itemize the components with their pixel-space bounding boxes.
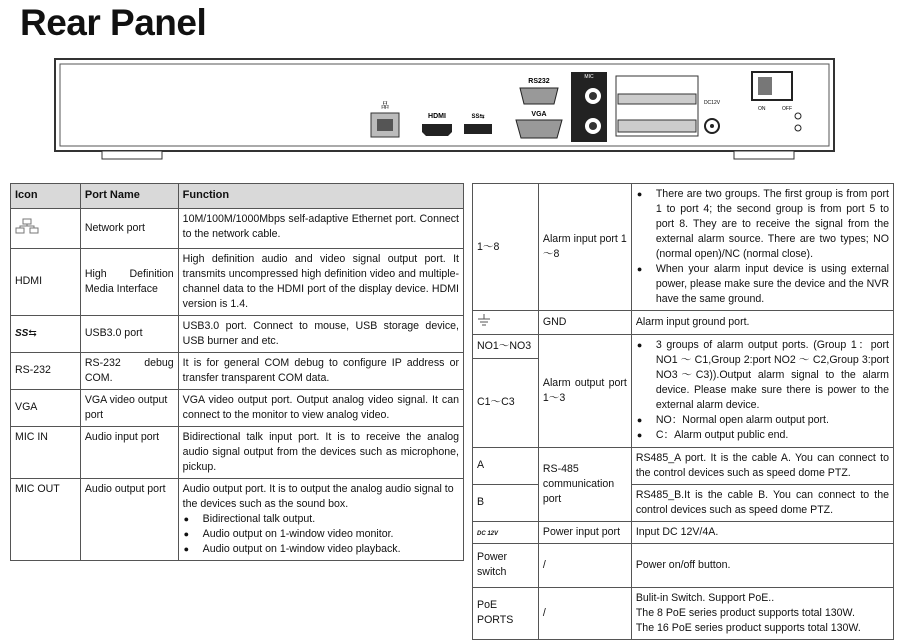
usb-icon: SS [15,328,29,340]
function-text: Audio output port. It is to output the analog audio signal to the devices such as the sound box. [182,483,454,511]
mic-ports-icon [571,72,607,142]
function-text: Input DC 12V/4A. [631,521,893,543]
port-name: Power input port [538,521,631,543]
header-port-name: Port Name [80,184,178,209]
vga-label: VGA [531,111,547,118]
port-name: RS-232 debug COM. [80,352,178,389]
port-name: Alarm input port 1～8 [538,184,631,311]
header-function: Function [178,184,463,209]
port-name: / [538,543,631,587]
port-name: Alarm output port 1～3 [538,335,631,447]
usb-icon-cell [11,315,81,352]
icon-label: 1～8 [473,184,539,311]
usb-arrow-icon: ⇆ [28,328,37,340]
icon-label: A [473,447,539,484]
function-text: Power on/off button. [631,543,893,587]
function-text: Alarm input ground port. [631,311,893,335]
list-item: ● Bidirectional talk output. [203,512,459,527]
page-title: Rear Panel [20,2,207,43]
function-cell [631,335,893,447]
function-line: Bulit-in Switch. Support PoE.. [635,591,775,604]
list-item: ● C：Alarm output public end. [656,428,889,443]
icon-label: MIC IN [11,426,81,478]
svg-text:SS⇆: SS⇆ [471,114,485,120]
function-line: The 8 PoE series product supports total 130W. [635,606,855,619]
icon-label: Power switch [473,543,539,587]
list-item: ● Audio output on 1-window video playback. [203,542,459,557]
alarm-terminal-block-icon [616,76,698,136]
port-name: High Definition Media Interface [80,248,178,315]
mic-label: MIC [584,74,594,80]
function-text: USB3.0 port. Connect to mouse, USB storage device, USB burner and etc. [178,315,463,352]
function-text: It is for general COM debug to configure IP address or transfer transparent COM data. [178,352,463,389]
function-line: The 16 PoE series product supports total 130W. [635,621,861,634]
switch-on-label: ON [758,106,766,112]
icon-label: NO1～NO3 [473,335,539,358]
function-text: Bidirectional talk input port. It is to receive the analog audio signal output from the devices such as microphone, pickup. [178,426,463,478]
svg-text:品: 品 [381,101,389,110]
function-text: 10M/100M/1000Mbps self-adaptive Ethernet port. Connect to the network cable. [178,208,463,248]
function-cell [178,479,463,561]
left-ports-table [10,183,464,561]
icon-label: C1～C3 [473,358,539,447]
list-item: ● When your alarm input device is using external power, please make sure the device and the NVR have the same ground. [656,262,889,307]
function-text: VGA video output port. Output analog video signal. It can connect to the monitor to view analog video. [178,389,463,426]
port-name: GND [538,311,631,335]
dc-icon-cell [473,521,539,543]
port-name: / [538,587,631,639]
header-icon: Icon [11,184,81,209]
icon-label: B [473,484,539,521]
switch-off-label: OFF [782,106,792,112]
port-name: VGA video output port [80,389,178,426]
port-name: RS-485 communication port [538,447,631,521]
port-name: Audio input port [80,426,178,478]
icon-label: HDMI [11,248,81,315]
hdmi-label: HDMI [428,113,446,120]
network-icon [15,218,39,234]
list-item: ● NO：Normal open alarm output port. [656,413,889,428]
bullet-list [636,338,889,443]
rs232-label: RS232 [528,78,550,85]
bullet-list [636,187,889,307]
rear-panel-illustration [54,58,835,162]
icon-label: PoE PORTS [473,587,539,639]
bullet-list [183,512,459,557]
function-text: High definition audio and video signal output port. It transmits uncompressed high definition video and multiple-channel data to the HDMI port of the display device. HDMI version is 1.4. [178,248,463,315]
list-item: ● There are two groups. The first group is from port 1 to port 4; the second group is from port 5 to port 8. They are to receive the signal from the external alarm source. There are two types; NO (normal open)/NC (normal close). [656,187,889,262]
port-name: Network port [80,208,178,248]
function-text: RS485_A port. It is the cable A. You can connect to the control devices such as speed dome PTZ. [631,447,893,484]
network-icon-cell [11,208,81,248]
ground-icon-cell [473,311,539,335]
ground-icon [477,314,491,326]
function-cell [631,184,893,311]
right-ports-table [472,183,894,640]
port-name: USB3.0 port [80,315,178,352]
icon-label: MIC OUT [11,479,81,561]
list-item: ● Audio output on 1-window video monitor. [203,527,459,542]
dc-label: DC12V [703,100,721,106]
function-cell [631,587,893,639]
port-name: Audio output port [80,479,178,561]
icon-label: RS-232 [11,352,81,389]
dc-power-icon: DC 12V [477,530,499,537]
list-item: ● 3 groups of alarm output ports. (Group 1：port NO1 ～ C1,Group 2:port NO2 ～ C2,Group 3:port NO3～C3)).Output alarm signal to the alarm device. Please make sure there is power to the external alarm device. [656,338,889,413]
function-text: RS485_B.It is the cable B. You can connect to the control devices such as speed dome PTZ. [631,484,893,521]
icon-label: VGA [11,389,81,426]
